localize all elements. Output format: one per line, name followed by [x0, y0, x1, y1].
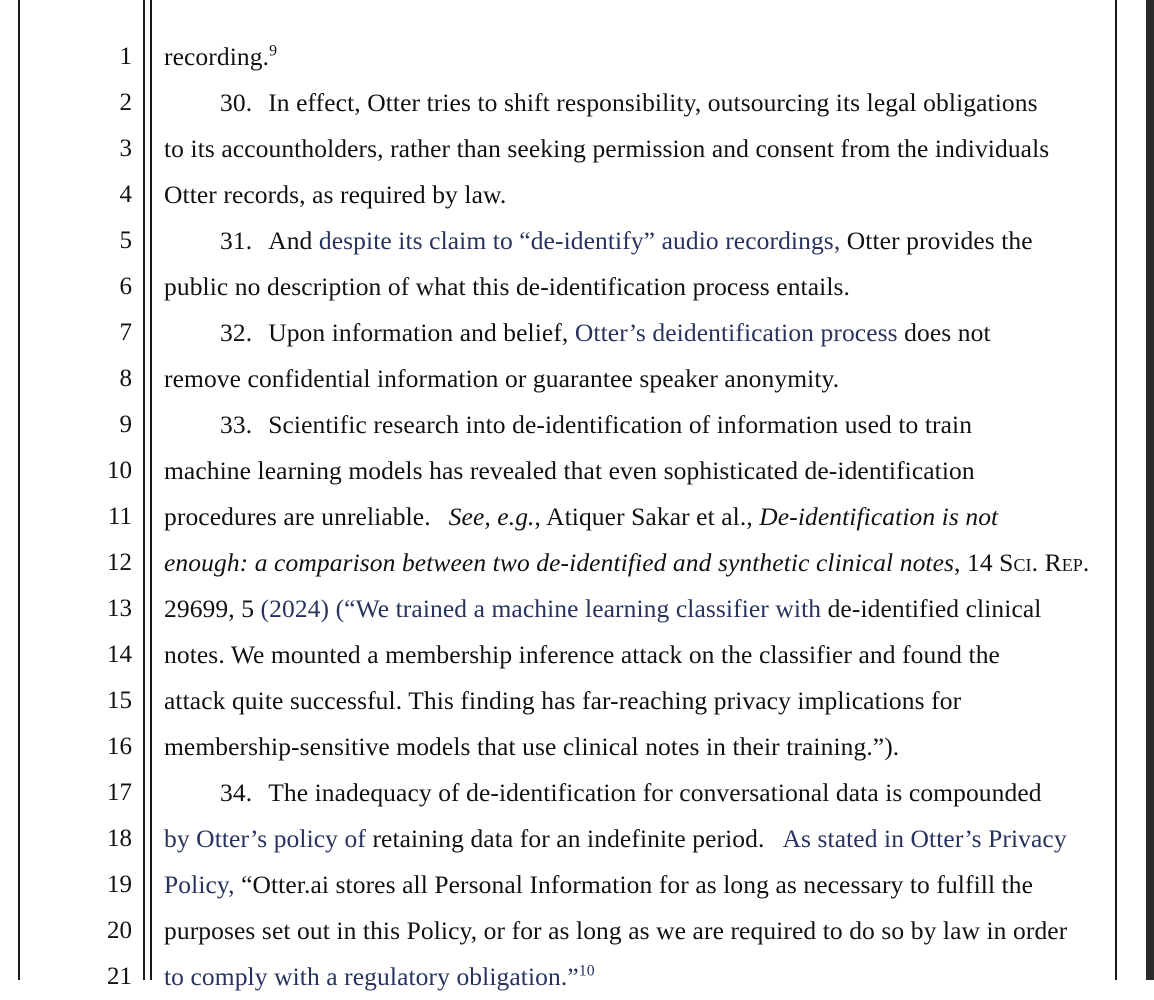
line-number: 6 — [119, 273, 132, 300]
highlighted-text-run: to comply with a regulatory obligation.” — [164, 962, 579, 991]
line-number: 7 — [119, 319, 132, 346]
document-line — [0, 862, 1154, 908]
document-line — [0, 310, 1154, 356]
text-run: notes. We mounted a membership inference attack on the classifier and found the — [164, 640, 1000, 669]
italic-signal: See, e.g. — [448, 502, 535, 531]
small-caps-reporter: Sci. Rep. — [999, 548, 1090, 577]
text-run: Upon information and belief, — [268, 318, 575, 347]
text-run: retaining data for an indefinite period. — [365, 824, 765, 853]
document-line — [0, 172, 1154, 218]
document-line — [0, 448, 1154, 494]
document-line — [0, 954, 1154, 1000]
paragraph-number: 34. — [220, 778, 253, 807]
text-run: , Atiquer Sakar et al., — [534, 502, 760, 531]
text-run: membership-sensitive models that use clinical notes in their training.”). — [164, 732, 900, 761]
document-line — [0, 632, 1154, 678]
line-text — [164, 678, 1114, 724]
document-line — [0, 908, 1154, 954]
highlighted-text-run: Otter’s deidentification process — [574, 318, 898, 347]
text-run: Otter provides the — [840, 226, 1033, 255]
document-line — [0, 816, 1154, 862]
line-text — [164, 540, 1114, 586]
line-text — [164, 34, 1114, 80]
line-text — [164, 126, 1114, 172]
line-number: 9 — [119, 411, 132, 438]
document-line — [0, 34, 1154, 80]
line-text — [164, 494, 1114, 540]
highlighted-text-run: (2024) (“We trained a machine learning classifier with — [260, 594, 822, 623]
text-run: attack quite successful. This finding has far-reaching privacy implications for — [164, 686, 962, 715]
line-number: 19 — [107, 871, 132, 898]
line-number: 3 — [119, 135, 132, 162]
paragraph-number: 31. — [220, 226, 253, 255]
line-number: 4 — [119, 181, 132, 208]
document-line — [0, 126, 1154, 172]
line-number: 12 — [107, 549, 132, 576]
highlighted-text-run: despite its claim to “de-identify” audio recordings, — [318, 226, 841, 255]
line-number: 5 — [119, 227, 132, 254]
line-number: 16 — [107, 733, 132, 760]
document-line — [0, 678, 1154, 724]
text-run: Otter records, as required by law. — [164, 180, 507, 209]
document-line — [0, 724, 1154, 770]
document-body — [0, 34, 1154, 1000]
line-text — [164, 908, 1114, 954]
text-run: remove confidential information or guarantee speaker anonymity. — [164, 364, 840, 393]
line-text — [164, 172, 1114, 218]
line-text — [164, 632, 1114, 678]
line-text — [164, 356, 1114, 402]
line-number: 10 — [107, 457, 132, 484]
text-run: to its accountholders, rather than seeking permission and consent from the individuals — [164, 134, 1050, 163]
text-run: Scientific research into de-identification of information used to train — [268, 410, 973, 439]
document-line — [0, 402, 1154, 448]
line-number: 18 — [107, 825, 132, 852]
text-run: “Otter.ai stores all Personal Information for as long as necessary to fulfill the — [234, 870, 1034, 899]
line-number: 21 — [107, 963, 132, 990]
footnote-marker: 9 — [269, 42, 278, 60]
italic-title: enough: a comparison between two de-identified and synthetic clinical notes — [164, 548, 955, 577]
highlighted-text-run: by Otter’s policy of — [164, 824, 366, 853]
line-text — [164, 448, 1114, 494]
line-text — [164, 816, 1114, 862]
footnote-marker: 10 — [578, 962, 595, 980]
line-text — [164, 770, 1114, 816]
line-text — [164, 80, 1114, 126]
document-line — [0, 80, 1154, 126]
text-run: machine learning models has revealed that even sophisticated de-identification — [164, 456, 975, 485]
text-run: 29699, 5 — [164, 594, 261, 623]
line-text — [164, 862, 1114, 908]
document-line — [0, 494, 1154, 540]
text-run: public no description of what this de-identification process entails. — [164, 272, 851, 301]
line-text — [164, 310, 1114, 356]
paragraph-number: 33. — [220, 410, 253, 439]
line-number: 14 — [107, 641, 132, 668]
document-line — [0, 356, 1154, 402]
line-number: 15 — [107, 687, 132, 714]
text-run: procedures are unreliable. — [164, 502, 431, 531]
line-text — [164, 954, 1114, 1000]
document-line — [0, 540, 1154, 586]
text-run: And — [268, 226, 319, 255]
text-run: does not — [897, 318, 991, 347]
line-number: 2 — [119, 89, 132, 116]
document-line — [0, 218, 1154, 264]
line-number: 1 — [119, 43, 132, 70]
line-text — [164, 724, 1114, 770]
text-run: , 14 — [954, 548, 1000, 577]
line-text — [164, 218, 1114, 264]
text-run: In effect, Otter tries to shift responsibility, outsourcing its legal obligations — [268, 88, 1038, 117]
highlighted-text-run: As stated in Otter’s Privacy — [782, 824, 1067, 853]
line-number: 13 — [107, 595, 132, 622]
line-text — [164, 264, 1114, 310]
line-number: 11 — [107, 503, 132, 530]
document-line — [0, 770, 1154, 816]
document-line — [0, 264, 1154, 310]
paragraph-number: 30. — [220, 88, 253, 117]
text-run: de-identified clinical — [821, 594, 1042, 623]
italic-title: De-identification is not — [759, 502, 999, 531]
highlighted-text-run: Policy, — [164, 870, 235, 899]
line-number: 17 — [107, 779, 132, 806]
text-run: The inadequacy of de-identification for conversational data is compounded — [268, 778, 1042, 807]
text-run: purposes set out in this Policy, or for as long as we are required to do so by law in order — [164, 916, 1068, 945]
text-run: recording. — [164, 42, 270, 71]
document-line — [0, 586, 1154, 632]
paragraph-number: 32. — [220, 318, 253, 347]
line-text — [164, 402, 1114, 448]
line-text — [164, 586, 1114, 632]
line-number: 8 — [119, 365, 132, 392]
line-number: 20 — [107, 917, 132, 944]
